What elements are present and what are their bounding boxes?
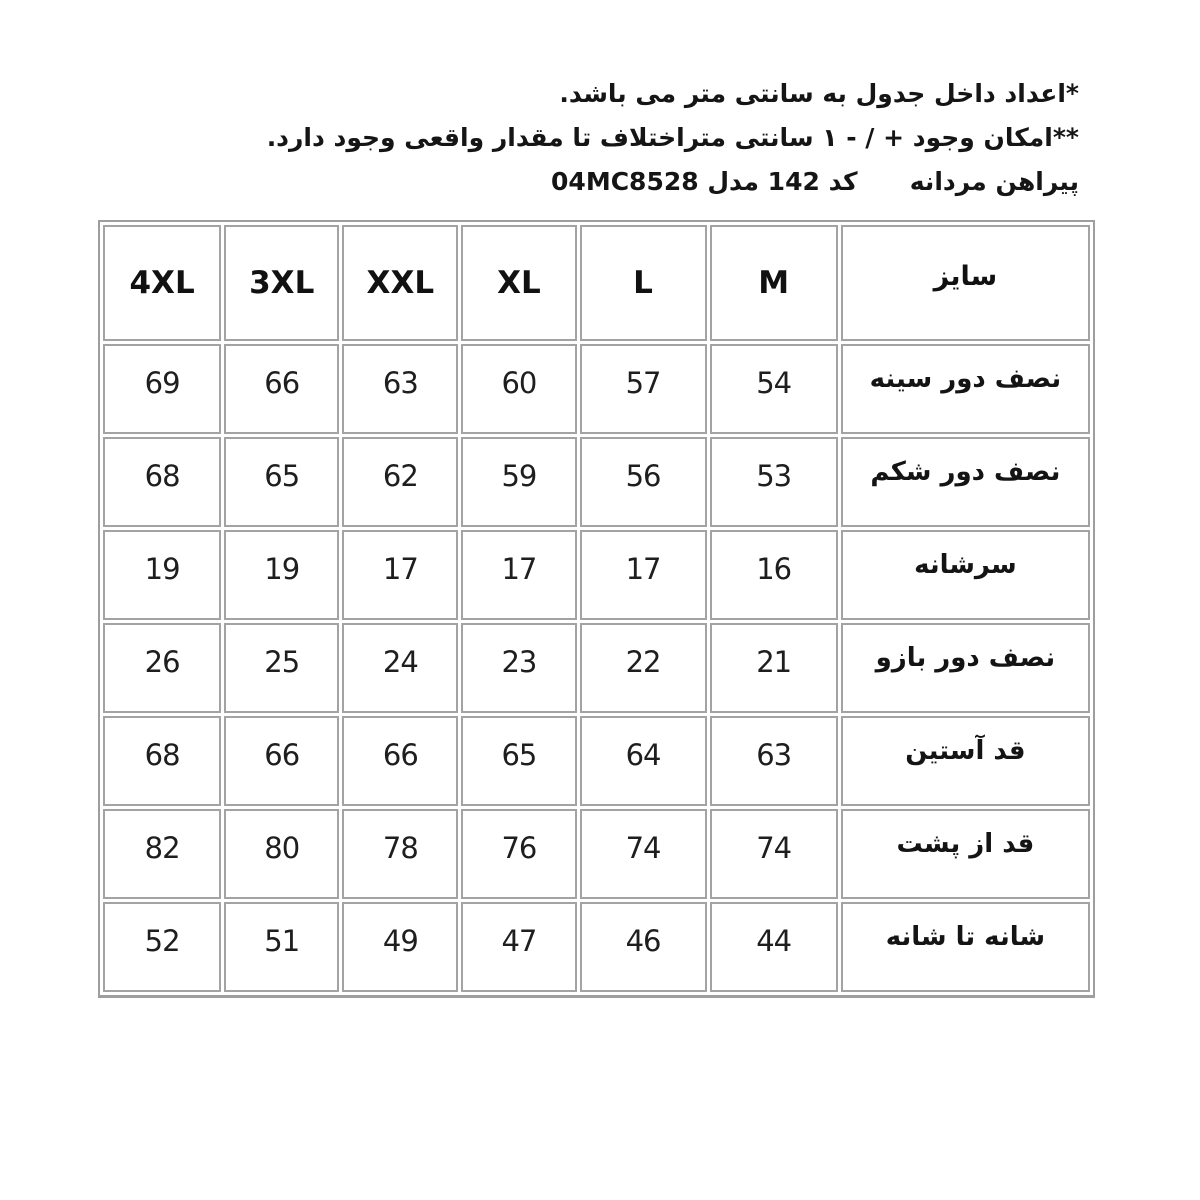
size-value-cell: 53	[710, 437, 838, 527]
size-value-cell: 76	[461, 809, 576, 899]
measurement-label: قد از پشت	[841, 809, 1090, 899]
table-row	[103, 902, 1090, 992]
size-value-cell: 52	[103, 902, 221, 992]
size-value-cell: 74	[710, 809, 838, 899]
measurement-label: نصف دور شکم	[841, 437, 1090, 527]
table-row	[103, 530, 1090, 620]
size-value-cell: 60	[461, 344, 576, 434]
size-value-cell: 25	[224, 623, 339, 713]
size-value-cell: 65	[461, 716, 576, 806]
size-value-cell: 68	[103, 437, 221, 527]
size-value-cell: 46	[580, 902, 707, 992]
measurement-label: نصف دور بازو	[841, 623, 1090, 713]
column-header-m: M	[710, 225, 838, 341]
size-value-cell: 69	[103, 344, 221, 434]
table-row	[103, 809, 1090, 899]
table-row	[103, 437, 1090, 527]
size-column-header: سایز	[841, 225, 1090, 341]
measurement-label: نصف دور سینه	[841, 344, 1090, 434]
column-header-l: L	[580, 225, 707, 341]
size-value-cell: 23	[461, 623, 576, 713]
column-header-xxl: XXL	[342, 225, 458, 341]
table-row	[103, 623, 1090, 713]
size-value-cell: 56	[580, 437, 707, 527]
size-value-cell: 24	[342, 623, 458, 713]
size-value-cell: 74	[580, 809, 707, 899]
size-value-cell: 16	[710, 530, 838, 620]
column-header-3xl: 3XL	[224, 225, 339, 341]
size-value-cell: 59	[461, 437, 576, 527]
size-value-cell: 82	[103, 809, 221, 899]
table-header-row	[103, 225, 1090, 341]
size-value-cell: 63	[710, 716, 838, 806]
table-row	[103, 344, 1090, 434]
table-body	[103, 344, 1090, 992]
size-value-cell: 54	[710, 344, 838, 434]
size-value-cell: 64	[580, 716, 707, 806]
size-value-cell: 57	[580, 344, 707, 434]
notes-block	[0, 72, 1079, 204]
column-header-4xl: 4XL	[103, 225, 221, 341]
size-value-cell: 19	[224, 530, 339, 620]
measurement-label: سرشانه	[841, 530, 1090, 620]
size-value-cell: 63	[342, 344, 458, 434]
size-chart-table	[98, 220, 1095, 998]
size-value-cell: 47	[461, 902, 576, 992]
note-tolerance: **امکان وجود + / - ۱ سانتی متراختلاف تا مقدار واقعی وجود دارد.	[266, 123, 1079, 152]
size-value-cell: 26	[103, 623, 221, 713]
size-value-cell: 21	[710, 623, 838, 713]
size-value-cell: 78	[342, 809, 458, 899]
size-value-cell: 80	[224, 809, 339, 899]
size-value-cell: 17	[461, 530, 576, 620]
size-value-cell: 66	[224, 716, 339, 806]
measurement-label: شانه تا شانه	[841, 902, 1090, 992]
size-value-cell: 44	[710, 902, 838, 992]
size-value-cell: 49	[342, 902, 458, 992]
product-title: پیراهن مردانه کد 142 مدل 04MC8528	[551, 167, 1079, 196]
size-value-cell: 17	[342, 530, 458, 620]
size-value-cell: 66	[224, 344, 339, 434]
size-value-cell: 68	[103, 716, 221, 806]
measurement-label: قد آستین	[841, 716, 1090, 806]
size-value-cell: 65	[224, 437, 339, 527]
size-value-cell: 22	[580, 623, 707, 713]
size-value-cell: 62	[342, 437, 458, 527]
size-value-cell: 51	[224, 902, 339, 992]
size-value-cell: 66	[342, 716, 458, 806]
table-row	[103, 716, 1090, 806]
size-value-cell: 17	[580, 530, 707, 620]
column-header-xl: XL	[461, 225, 576, 341]
note-units: *اعداد داخل جدول به سانتی متر می باشد.	[559, 79, 1079, 108]
size-value-cell: 19	[103, 530, 221, 620]
